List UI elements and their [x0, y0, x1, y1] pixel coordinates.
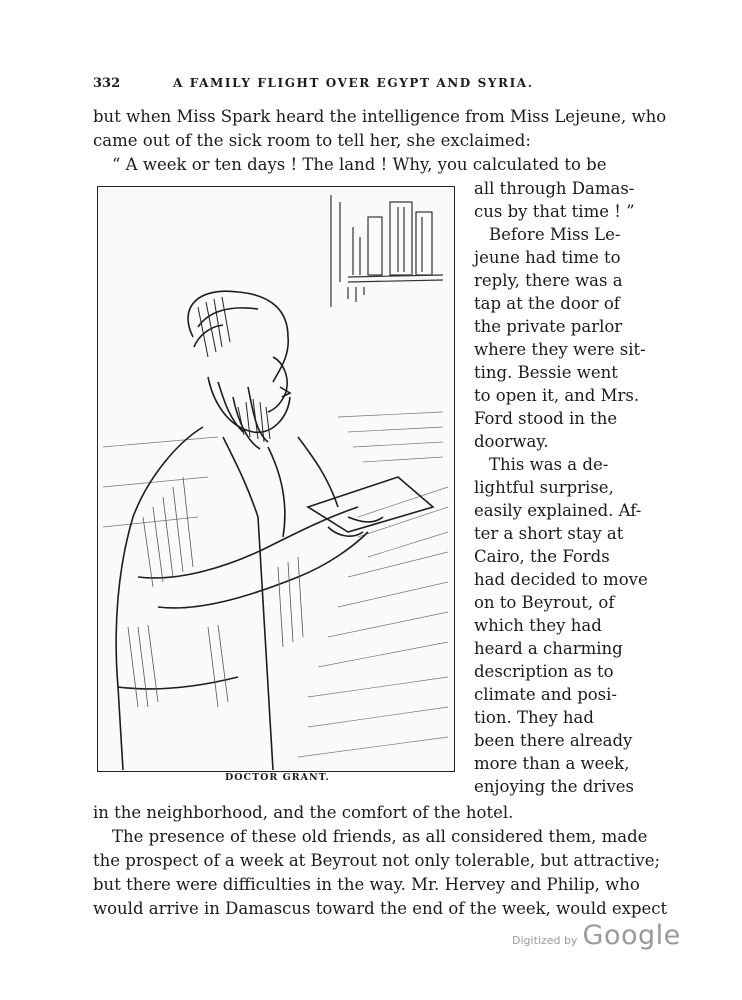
page-number: 332 [93, 76, 121, 91]
side-text-line: ter a short stay at [474, 524, 624, 543]
side-text-line: Cairo, the Fords [474, 547, 610, 566]
side-text-line: Ford stood in the [474, 409, 618, 428]
side-text-line: heard a charming [474, 639, 623, 658]
running-head-title: A FAMILY FLIGHT OVER EGYPT AND SYRIA. [173, 76, 534, 90]
text-line: the prospect of a week at Beyrout not only tolerable, but attractive; [93, 851, 661, 870]
illustration-frame [97, 186, 455, 772]
running-header [93, 76, 623, 96]
side-text-line: more than a week, [474, 754, 630, 773]
text-line: The presence of these old friends, as all considered them, made [112, 827, 648, 846]
text-line: came out of the sick room to tell her, she exclaimed: [93, 131, 531, 150]
text-line: but when Miss Spark heard the intelligence from Miss Lejeune, who [93, 107, 667, 126]
side-text-line: tion. They had [474, 708, 594, 727]
text-line: would arrive in Damascus toward the end of the week, would expect [93, 899, 668, 918]
side-text-line: all through Damas- [474, 179, 635, 198]
side-text-line: tap at the door of [474, 294, 620, 313]
side-text-line: climate and posi- [474, 685, 618, 704]
side-text-line: been there already [474, 731, 633, 750]
portrait-illustration [98, 187, 453, 770]
text-line: “ A week or ten days ! The land ! Why, you calculated to be [112, 155, 607, 174]
side-text-line: which they had [474, 616, 602, 635]
side-text-line: jeune had time to [474, 248, 621, 267]
side-text-line: where they were sit- [474, 340, 646, 359]
side-text-line: easily explained. Af- [474, 501, 642, 520]
text-line: but there were difficulties in the way. Mr. Hervey and Philip, who [93, 875, 640, 894]
side-text-line: the private parlor [474, 317, 623, 336]
side-text-line: reply, there was a [474, 271, 623, 290]
side-text-line: doorway. [474, 432, 549, 451]
side-text-line: lightful surprise, [474, 478, 614, 497]
text-line: in the neighborhood, and the comfort of the hotel. [93, 803, 514, 822]
digitized-watermark [512, 920, 681, 951]
side-text-line: Before Miss Le- [489, 225, 621, 244]
side-text-line: had decided to move [474, 570, 648, 589]
side-text-line: cus by that time ! ” [474, 202, 635, 221]
side-text-line: description as to [474, 662, 614, 681]
side-text-line: ting. Bessie went [474, 363, 618, 382]
side-text-line: This was a de- [489, 455, 609, 474]
figure-caption: DOCTOR GRANT. [225, 772, 330, 783]
side-text-line: on to Beyrout, of [474, 593, 615, 612]
side-text-line: to open it, and Mrs. [474, 386, 640, 405]
watermark-brand: Google [582, 920, 681, 951]
watermark-prefix: Digitized by [512, 934, 578, 947]
side-text-line: enjoying the drives [474, 777, 635, 796]
